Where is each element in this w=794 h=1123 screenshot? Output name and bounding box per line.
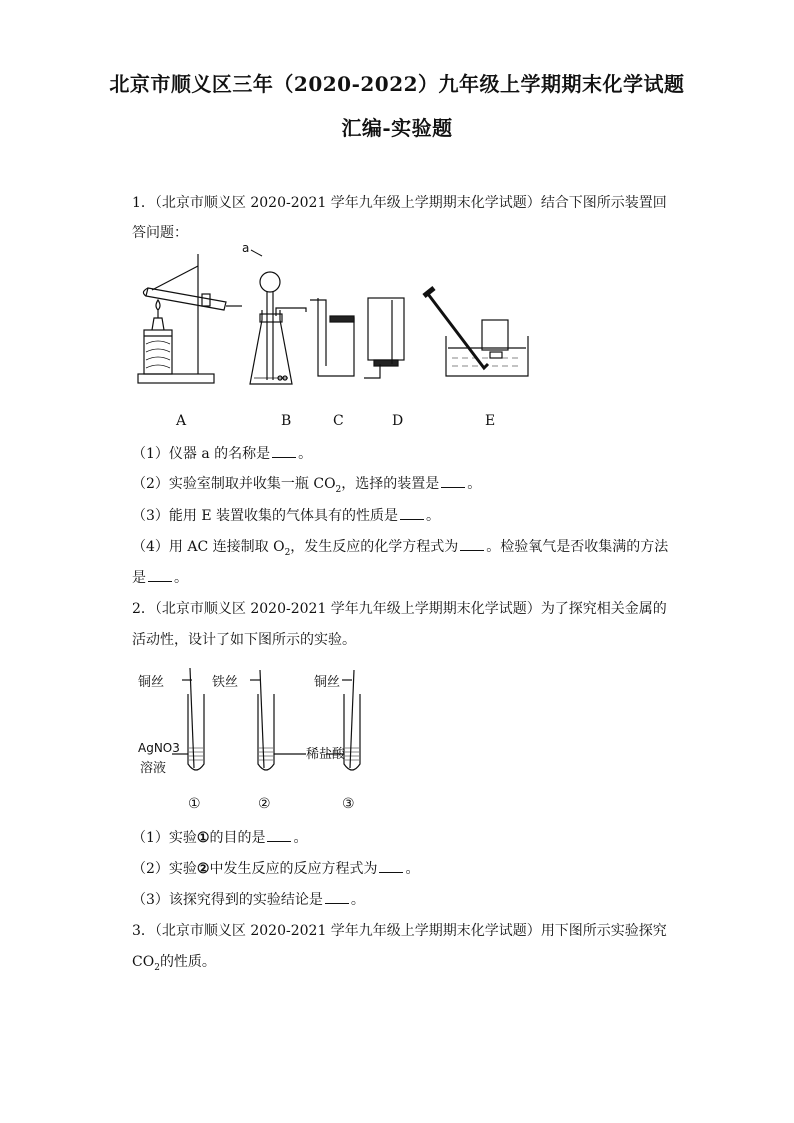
- q1-sub4-text: （4）用 AC 连接制取 O: [132, 539, 285, 555]
- wire1-label: 铜丝: [138, 675, 165, 690]
- q1-sub3: [132, 505, 440, 525]
- q2-sub2-text2: 中发生反应的反应方程式为: [209, 861, 378, 877]
- wire3-label: 铜丝: [314, 675, 341, 690]
- q1-sub2: [132, 473, 481, 495]
- wire2-label: 铁丝: [212, 675, 239, 690]
- tube1-number: ①: [188, 796, 201, 812]
- q1-intro: [132, 192, 667, 212]
- q1-source: （北京市顺义区 2020-2021 学年九年级上学期期末化学试题）: [154, 195, 541, 211]
- q2-sub2-end: 。: [405, 861, 420, 877]
- q1-sub3-end: 。: [426, 508, 441, 524]
- answer-blank[interactable]: [148, 567, 172, 582]
- apparatus-label-a: A: [176, 413, 187, 429]
- q2-sub2: [132, 858, 419, 878]
- apparatus-label-d: D: [392, 413, 404, 429]
- q1-number: 1．: [132, 195, 155, 211]
- q2-intro-line2: 活动性，设计了如下图所示的实验。: [132, 632, 356, 648]
- q1-apparatus-figure: [130, 240, 530, 390]
- answer-blank[interactable]: [460, 536, 484, 551]
- answer-blank[interactable]: [267, 827, 291, 842]
- q3-intro: [132, 920, 667, 940]
- q1-sub4: [132, 536, 668, 558]
- q2-number: 2．: [132, 601, 155, 617]
- apparatus-a-drawing: [138, 254, 242, 383]
- q2-sub3-text: （3）该探究得到的实验结论是: [132, 892, 323, 908]
- apparatus-label-c: C: [333, 413, 344, 429]
- answer-blank[interactable]: [400, 505, 424, 520]
- page-subtitle: 汇编-实验题: [341, 116, 453, 140]
- answer-blank[interactable]: [379, 858, 403, 873]
- q3-intro-co: CO: [132, 954, 155, 970]
- q1-sub4-text2: ，发生反应的化学方程式为: [290, 539, 459, 555]
- circled-number: ①: [196, 830, 210, 846]
- q1-sub2-end: 。: [467, 476, 482, 492]
- q1-sub2-text2: ，选择的装置是: [341, 476, 440, 492]
- q2-intro: [132, 598, 667, 618]
- apparatus-c-drawing: [310, 298, 354, 376]
- q3-number: 3．: [132, 923, 155, 939]
- q1-sub1-end: 。: [298, 446, 313, 462]
- subscript: 2: [154, 962, 160, 973]
- q3-intro-text: 用下图所示实验探究: [540, 923, 667, 939]
- apparatus-label-b: B: [281, 413, 292, 429]
- q3-intro-line2: [132, 951, 216, 973]
- apparatus-b-drawing: [250, 272, 306, 384]
- answer-blank[interactable]: [441, 473, 465, 488]
- q1-intro-text: 结合下图所示装置回: [540, 195, 667, 211]
- q2-sub3: [132, 889, 365, 909]
- q3-intro-text2: 的性质。: [159, 954, 216, 970]
- q1-sub1-text: （1）仪器 a 的名称是: [132, 446, 271, 462]
- q2-test-tubes-figure: [136, 664, 396, 814]
- q2-sub3-end: 。: [350, 892, 365, 908]
- q1-intro-line2: 答问题：: [132, 225, 188, 241]
- page-title: 北京市顺义区三年（2020-2022）九年级上学期期末化学试题: [109, 72, 685, 96]
- q2-sub1: [132, 827, 307, 847]
- subscript: 2: [284, 547, 291, 558]
- apparatus-a-mark: a: [242, 241, 250, 255]
- q1-sub4-end: 。: [174, 570, 188, 586]
- subscript: 2: [335, 484, 342, 495]
- q1-sub4-line2: [132, 567, 188, 587]
- q2-sub2-text: （2）实验: [132, 861, 197, 877]
- q2-sub1-end: 。: [293, 830, 308, 846]
- tube3-number: ③: [342, 796, 355, 812]
- circled-number: ②: [196, 861, 210, 877]
- q2-intro-text: 为了探究相关金属的: [540, 601, 667, 617]
- q1-sub4-line2-text: 是: [132, 570, 146, 586]
- apparatus-e-drawing: [424, 288, 528, 376]
- q1-sub2-text: （2）实验室制取并收集一瓶 CO: [132, 476, 336, 492]
- answer-blank[interactable]: [272, 443, 296, 458]
- q1-sub4-text3: 。检验氧气是否收集满的方法: [486, 539, 669, 555]
- q2-source: （北京市顺义区 2020-2021 学年九年级上学期期末化学试题）: [154, 601, 541, 617]
- apparatus-label-e: E: [485, 413, 496, 429]
- q1-sub3-text: （3）能用 E 装置收集的气体具有的性质是: [132, 508, 399, 524]
- answer-blank[interactable]: [325, 889, 349, 904]
- apparatus-d-drawing: [364, 298, 404, 378]
- tube2-number: ②: [258, 796, 271, 812]
- q3-source: （北京市顺义区 2020-2021 学年九年级上学期期末化学试题）: [154, 923, 541, 939]
- q1-sub1: [132, 443, 312, 463]
- solution1-label: AgNO3: [138, 741, 180, 755]
- q2-sub1-text2: 的目的是: [209, 830, 266, 846]
- solution2-label: 稀盐酸: [306, 747, 346, 762]
- q2-sub1-text: （1）实验: [132, 830, 197, 846]
- solution1-label-2: 溶液: [140, 761, 167, 776]
